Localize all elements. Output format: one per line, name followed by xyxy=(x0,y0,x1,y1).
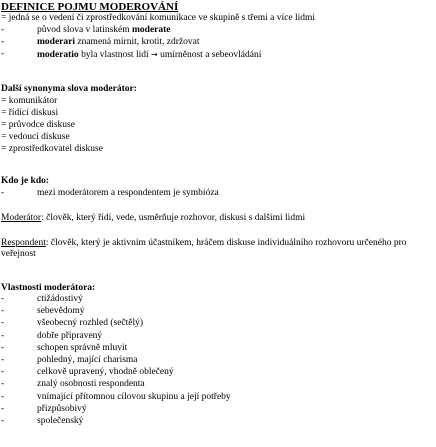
bullet-marker: - xyxy=(1,318,5,329)
page-title: DEFINICE POJMU MODEROVÁNÍ xyxy=(1,1,179,13)
trait-text: ctižádostivý xyxy=(37,294,83,304)
bullet-marker: - xyxy=(1,342,5,353)
trait-text: vnímající přítomnou cílovou skupinu a její potřeby xyxy=(37,391,231,402)
bullet-marker: - xyxy=(1,49,5,59)
respondent-def-text: : člověk, který je aktivním účastníkem, hráčem diskuse individuálního rozhovoru určeného pro veřejnost xyxy=(1,238,407,259)
definition-line: = jedná se o vedení či zprostředkování komunikace ve skupině s třemi a více lidmi xyxy=(1,13,316,23)
bullet-marker: - xyxy=(1,306,5,317)
bullet-text: mezi moderátorem a respondentem je symbióza xyxy=(37,188,219,198)
bullet-marker: - xyxy=(1,355,5,365)
right-arrow-icon: → xyxy=(151,50,158,59)
bullet-marker: - xyxy=(1,330,5,341)
moderator-def-text: : člověk, který řídí, vede, usměrňuje rozhovor, diskusi s dalšími lidmi xyxy=(41,213,306,223)
bullet-marker: - xyxy=(1,379,5,390)
trait-text: celkově upravený, vhodně oblečený xyxy=(37,367,174,378)
bullet-marker: - xyxy=(1,416,5,426)
synonyms-heading: Další synonyma slova moderátor: xyxy=(1,84,137,94)
bullet-marker: - xyxy=(1,367,5,378)
bullet-marker: - xyxy=(1,188,5,198)
moderator-term: Moderátor xyxy=(1,213,42,223)
traits-heading: Vlastnosti moderátora: xyxy=(1,283,96,293)
trait-text: sebevědomý xyxy=(37,306,85,317)
trait-text: přizpůsobivý xyxy=(37,403,87,414)
trait-text: společenský xyxy=(37,416,84,426)
trait-text: schopen správně mluvit xyxy=(37,342,128,353)
synonym-item: = komunikátor xyxy=(1,96,58,106)
synonym-item: = průvodce diskuse xyxy=(1,120,75,130)
trait-text: dobře připravený xyxy=(37,330,103,341)
bullet-text: původ slova v latinském moderate xyxy=(37,25,171,35)
bullet-marker: - xyxy=(1,25,5,35)
trait-text: všeobecný rozhled (sečtělý) xyxy=(37,318,144,329)
respondent-definition xyxy=(1,238,431,260)
synonym-item: = zprostředkovatel diskuse xyxy=(1,144,103,154)
bullet-marker: - xyxy=(1,294,5,304)
trait-text: znalý osobnosti respondenta xyxy=(37,379,145,390)
bullet-marker: - xyxy=(1,37,5,47)
bullet-marker: - xyxy=(1,391,5,402)
moderator-definition xyxy=(1,213,305,224)
who-heading: Kdo je kdo: xyxy=(1,176,50,186)
trait-text: pohledný, mající charisma xyxy=(37,355,138,365)
synonym-item: = vedoucí diskuse xyxy=(1,132,70,142)
bullet-marker: - xyxy=(1,403,5,414)
bullet-text: moderatio byla vlastnost lidí → umírněnost a sebeovládání xyxy=(37,50,262,60)
synonym-item: = řídící diskusi xyxy=(1,108,59,118)
respondent-term: Respondent xyxy=(1,238,46,248)
bullet-text: moderari znamená mírnit, krotit, zdržovat xyxy=(37,37,200,47)
